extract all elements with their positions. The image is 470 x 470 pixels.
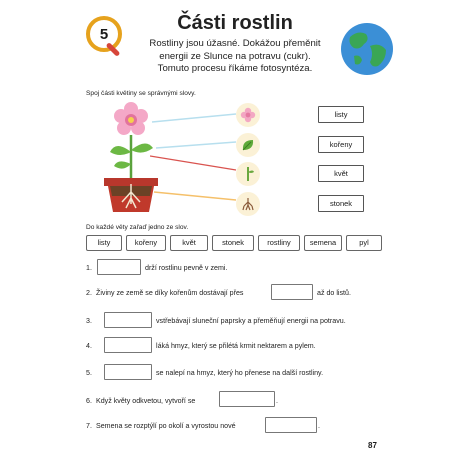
sentence-text: se nalepí na hmyz, který ho přenese na další rostliny. <box>156 369 324 377</box>
sentence-text: Když květy odkvetou, vytvoří se <box>96 397 196 405</box>
sentence-number: 3. <box>86 317 92 325</box>
sentence-number: 6. <box>86 397 92 405</box>
connector-lines <box>150 108 240 208</box>
answer-blank-2[interactable] <box>271 284 313 300</box>
leaf-icon <box>236 133 260 157</box>
word-box-stonek[interactable]: stonek <box>318 195 364 212</box>
answer-blank-7[interactable] <box>265 417 317 433</box>
word-box-kvet[interactable]: květ <box>318 165 364 182</box>
exercise1-instruction: Spoj části květiny se správnými slovy. <box>86 90 196 97</box>
page-title: Části rostlin <box>177 12 293 34</box>
globe-icon <box>340 22 394 76</box>
answer-blank-3[interactable] <box>104 312 152 328</box>
sentence-number: 4. <box>86 342 92 350</box>
sentence-text: . <box>318 422 320 430</box>
intro-line: Rostliny jsou úžasné. Dokážou přeměnit <box>149 38 321 49</box>
answer-blank-6[interactable] <box>219 391 275 407</box>
word-chip[interactable]: rostliny <box>258 235 300 251</box>
sentence-number: 2. <box>86 289 92 297</box>
sentence-text: Semena se rozptýlí po okolí a vyrostou nové <box>96 422 236 430</box>
sentence-text: . <box>276 397 278 405</box>
intro-text <box>130 38 340 76</box>
word-box-koreny[interactable]: kořeny <box>318 136 364 153</box>
sentence-number: 7. <box>86 422 92 430</box>
word-chip[interactable]: semena <box>304 235 342 251</box>
word-chip[interactable]: kořeny <box>126 235 166 251</box>
word-chip[interactable]: listy <box>86 235 122 251</box>
sentence-text: láká hmyz, který se přilétá krmit nektarem a pylem. <box>156 342 316 350</box>
sentence-number: 1. <box>86 264 92 272</box>
sentence-text: Živiny ze země se díky kořenům dostávají přes <box>96 289 244 297</box>
word-chip[interactable]: stonek <box>212 235 254 251</box>
sentence-text: vstřebávají sluneční paprsky a přeměňují energii na potravu. <box>156 317 346 325</box>
exercise2-instruction: Do každé věty zařaď jedno ze slov. <box>86 224 189 231</box>
sentence-text: drží rostlinu pevně v zemi. <box>145 264 228 272</box>
intro-line: Tomuto procesu říkáme fotosyntéza. <box>157 63 313 74</box>
flower-icon <box>236 103 260 127</box>
roots-icon <box>236 192 260 216</box>
page-number: 87 <box>368 441 377 450</box>
word-box-listy[interactable]: listy <box>318 106 364 123</box>
word-chip[interactable]: květ <box>170 235 208 251</box>
intro-line: energii ze Slunce na potravu (cukr). <box>159 50 311 62</box>
sentence-number: 5. <box>86 369 92 377</box>
sentence-text: až do listů. <box>317 289 351 297</box>
word-chip[interactable]: pyl <box>346 235 382 251</box>
lesson-number: 5 <box>99 25 109 43</box>
lesson-badge <box>86 16 122 52</box>
answer-blank-4[interactable] <box>104 337 152 353</box>
stem-icon <box>236 162 260 186</box>
answer-blank-5[interactable] <box>104 364 152 380</box>
answer-blank-1[interactable] <box>97 259 141 275</box>
